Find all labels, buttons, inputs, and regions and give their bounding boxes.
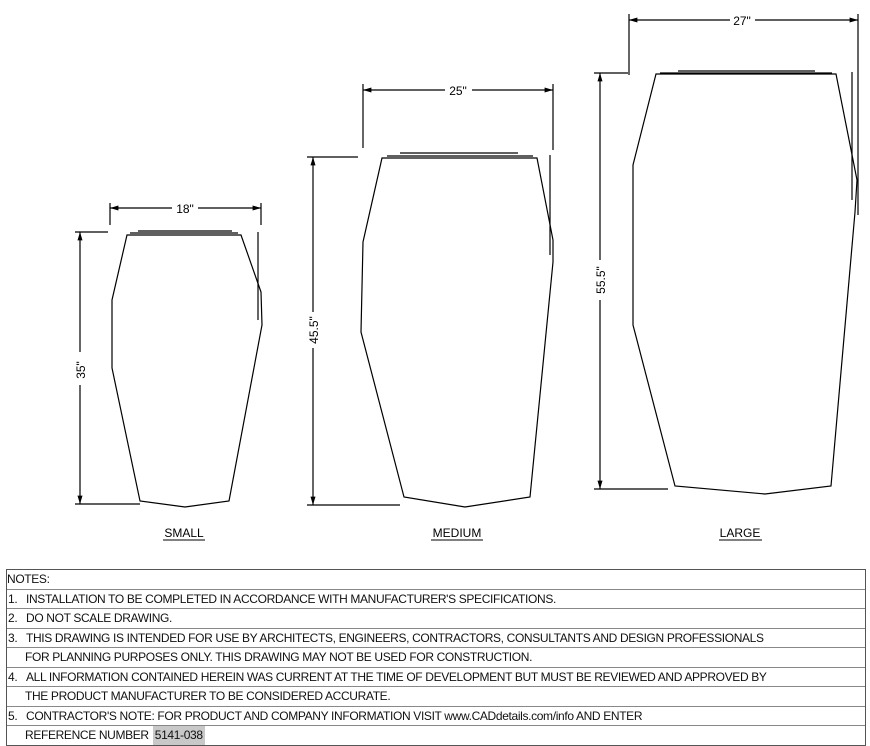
small-title: SMALL bbox=[164, 526, 204, 540]
note-3 bbox=[7, 629, 865, 649]
notes-header-label: NOTES: bbox=[7, 572, 50, 586]
note-3-text: THIS DRAWING IS INTENDED FOR USE BY ARCHITECTS, ENGINEERS, CONTRACTORS, CONSULTANTS AND DESIGN PROFESSIONALS bbox=[26, 630, 764, 645]
note-5-number: 5. bbox=[8, 708, 18, 723]
note-3-number: 3. bbox=[8, 630, 18, 645]
small-height-label: 35" bbox=[74, 361, 88, 379]
small-planter bbox=[74, 202, 262, 540]
medium-planter-outline bbox=[361, 158, 553, 507]
large-title: LARGE bbox=[719, 526, 761, 540]
note-1-text: INSTALLATION TO BE COMPLETED IN ACCORDANCE WITH MANUFACTURER'S SPECIFICATIONS. bbox=[26, 591, 556, 606]
note-1-number: 1. bbox=[8, 591, 18, 606]
note-1 bbox=[7, 590, 865, 610]
medium-height-dimension bbox=[307, 157, 400, 505]
note-5-continued bbox=[7, 726, 865, 745]
notes-table bbox=[6, 569, 866, 746]
note-4-text-continued: THE PRODUCT MANUFACTURER TO BE CONSIDERED ACCURATE. bbox=[25, 689, 391, 703]
small-width-dimension bbox=[110, 202, 261, 225]
reference-number: 5141-038 bbox=[153, 726, 205, 745]
large-width-dimension bbox=[629, 14, 858, 215]
medium-planter bbox=[307, 84, 553, 540]
note-5 bbox=[7, 707, 865, 727]
small-width-label: 18" bbox=[176, 202, 194, 216]
note-3-continued bbox=[7, 648, 865, 668]
large-planter bbox=[594, 14, 858, 540]
medium-height-label: 45.5" bbox=[307, 316, 321, 344]
note-2-number: 2. bbox=[8, 611, 18, 625]
large-height-label: 55.5" bbox=[594, 266, 608, 294]
note-5-text: CONTRACTOR'S NOTE: FOR PRODUCT AND COMPANY INFORMATION VISIT www.CADdetails.com/info AND ENTER bbox=[26, 708, 643, 723]
medium-title: MEDIUM bbox=[432, 526, 482, 540]
note-4-continued bbox=[7, 687, 865, 707]
medium-width-dimension bbox=[363, 84, 553, 150]
note-2 bbox=[7, 609, 865, 629]
note-4-text: ALL INFORMATION CONTAINED HEREIN WAS CURRENT AT THE TIME OF DEVELOPMENT BUT MUST BE REVIEWED AND APPROVED BY bbox=[26, 669, 767, 684]
large-planter-outline bbox=[633, 74, 857, 494]
small-height-dimension bbox=[74, 232, 140, 504]
note-4 bbox=[7, 668, 865, 688]
medium-width-label: 25" bbox=[449, 84, 467, 98]
large-width-label: 27" bbox=[733, 14, 751, 28]
large-height-dimension bbox=[594, 73, 668, 489]
note-2-text: DO NOT SCALE DRAWING. bbox=[26, 611, 173, 625]
note-3-text-continued: FOR PLANNING PURPOSES ONLY. THIS DRAWING MAY NOT BE USED FOR CONSTRUCTION. bbox=[25, 650, 533, 664]
notes-header bbox=[7, 570, 865, 590]
note-5-text-continued: REFERENCE NUMBER bbox=[25, 728, 149, 742]
note-4-number: 4. bbox=[8, 669, 18, 684]
small-planter-outline bbox=[112, 235, 262, 507]
